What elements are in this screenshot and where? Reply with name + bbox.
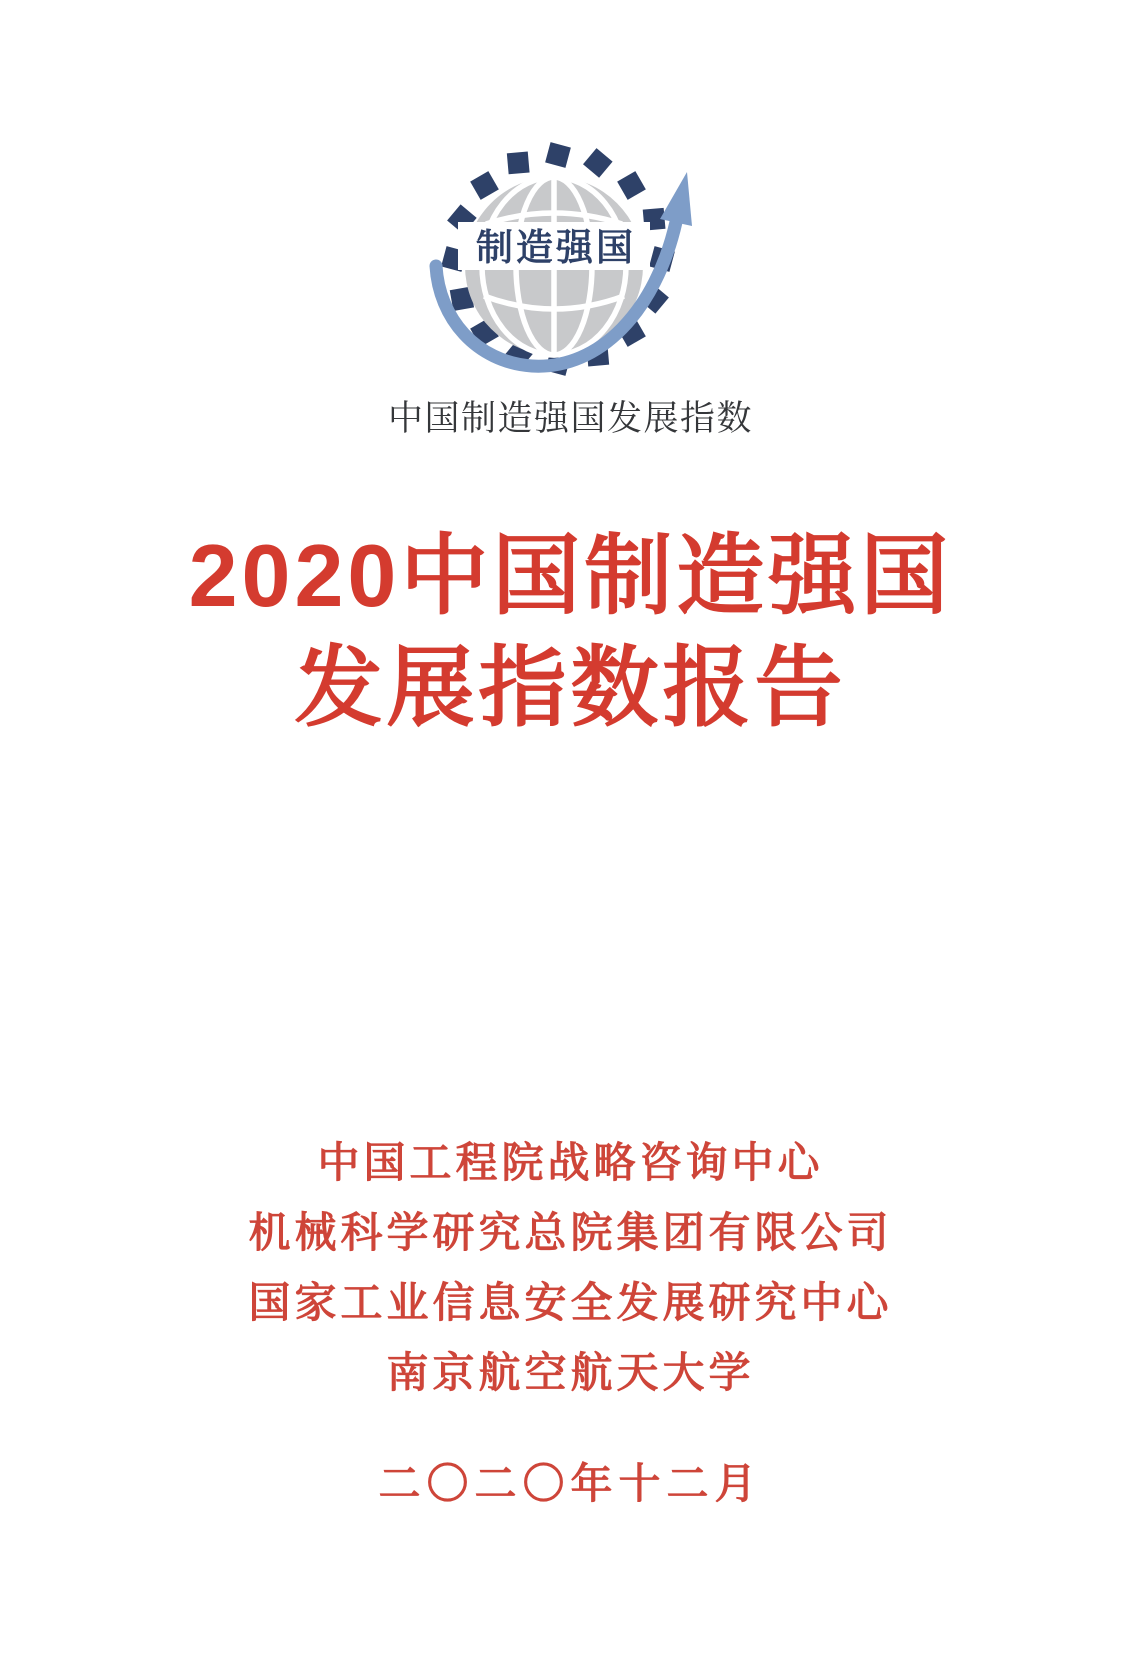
logo-badge-text: 制造强国 <box>476 227 636 268</box>
logo-caption: 中国制造强国发展指数 <box>387 399 753 438</box>
organization-item: 中国工程院战略咨询中心 <box>317 1139 824 1186</box>
report-title-line1: 2020中国制造强国 <box>188 526 953 625</box>
organization-item: 机械科学研究总院集团有限公司 <box>248 1209 893 1256</box>
publication-date: 二〇二〇年十二月 <box>378 1460 763 1507</box>
organization-list <box>0 1128 1141 1408</box>
organization-item: 国家工业信息安全发展研究中心 <box>248 1279 893 1326</box>
report-title-line2: 发展指数报告 <box>294 638 847 737</box>
organization-item: 南京航空航天大学 <box>386 1349 755 1396</box>
logo-badge <box>458 222 650 270</box>
manufacturing-power-logo <box>408 120 708 380</box>
report-title <box>0 520 1141 744</box>
logo-graphic <box>408 120 708 380</box>
